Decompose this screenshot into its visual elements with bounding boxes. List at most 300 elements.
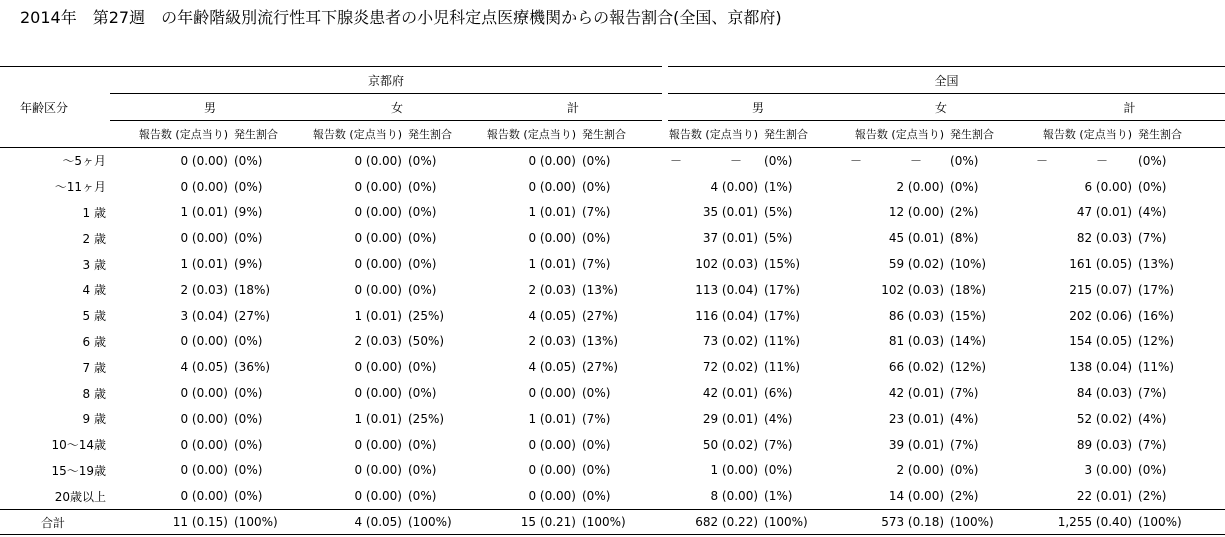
sub-header-per: (定点当り) xyxy=(175,128,228,141)
sub-header-count xyxy=(1034,121,1134,148)
count-cell xyxy=(848,406,946,432)
age-cell: ～5ヶ月 xyxy=(62,154,106,169)
count-value: 0 xyxy=(528,231,537,246)
count-cell xyxy=(110,251,230,277)
count-value: 0 xyxy=(354,463,363,478)
count-cell xyxy=(110,174,230,200)
age-cell: 5 歳 xyxy=(82,309,106,324)
count-cell xyxy=(848,200,946,226)
per-value: (0.00) xyxy=(365,153,402,168)
count-value: 2 xyxy=(180,282,189,297)
count-value: 0 xyxy=(528,386,537,401)
count-cell xyxy=(1034,354,1134,380)
sub-header-per: (定点当り) xyxy=(891,128,945,141)
count-value: 1 xyxy=(354,308,363,323)
report-table xyxy=(0,66,1225,535)
count-value: 0 xyxy=(528,153,537,168)
per-value: (0.01) xyxy=(907,411,945,426)
count-value: 89 xyxy=(1076,437,1093,452)
count-value: 1 xyxy=(180,257,189,272)
sub-header-ratio: 発生割合 xyxy=(404,121,484,148)
age-header: 年齢区分 xyxy=(0,67,110,148)
sex-header: 女 xyxy=(310,94,484,121)
table-row xyxy=(0,406,1225,432)
count-value: 102 xyxy=(881,282,905,297)
ratio-cell: (1%) xyxy=(764,489,793,504)
count-cell xyxy=(484,225,578,251)
count-cell xyxy=(110,277,230,303)
ratio-cell: (17%) xyxy=(764,282,801,297)
ratio-cell: (7%) xyxy=(950,386,979,401)
total-row xyxy=(0,510,1225,535)
count-cell xyxy=(848,380,946,406)
per-value: (0.01) xyxy=(907,231,945,246)
count-cell xyxy=(484,174,578,200)
count-value: 0 xyxy=(528,489,537,504)
ratio-cell: (7%) xyxy=(1138,437,1167,452)
count-value: 202 xyxy=(1069,308,1093,323)
count-cell xyxy=(1034,380,1134,406)
count-cell xyxy=(1034,225,1134,251)
per-value: － xyxy=(1096,154,1109,169)
per-value: (0.00) xyxy=(191,489,228,504)
ratio-cell: (0%) xyxy=(582,489,611,504)
sub-header-per: (定点当り) xyxy=(523,128,576,141)
count-value: 59 xyxy=(888,257,905,272)
ratio-cell: (4%) xyxy=(950,411,979,426)
count-cell xyxy=(310,329,404,355)
sub-header-count xyxy=(848,121,946,148)
table-row xyxy=(0,200,1225,226)
per-value: (0.05) xyxy=(1095,334,1133,349)
per-value: (0.00) xyxy=(365,463,402,478)
count-value: 11 xyxy=(172,515,189,530)
per-value: (0.00) xyxy=(191,411,228,426)
count-cell xyxy=(668,277,760,303)
ratio-cell: (0%) xyxy=(582,437,611,452)
count-cell xyxy=(310,510,404,535)
ratio-cell: (0%) xyxy=(950,463,979,478)
per-value: (0.03) xyxy=(907,282,945,297)
ratio-cell: (100%) xyxy=(946,510,1034,535)
count-value: 12 xyxy=(888,205,905,220)
ratio-cell: (9%) xyxy=(234,257,263,272)
ratio-cell: (11%) xyxy=(764,334,801,349)
ratio-cell: (0%) xyxy=(408,489,437,504)
ratio-cell: (0%) xyxy=(408,360,437,375)
count-value: 0 xyxy=(528,179,537,194)
count-cell xyxy=(1034,329,1134,355)
age-cell: 7 歳 xyxy=(82,360,106,375)
count-value: 0 xyxy=(180,489,189,504)
per-value: (0.18) xyxy=(907,515,945,530)
count-cell xyxy=(1034,277,1134,303)
count-value: 4 xyxy=(710,179,719,194)
count-cell xyxy=(1034,251,1134,277)
sub-header-count xyxy=(310,121,404,148)
ratio-cell: (100%) xyxy=(404,510,484,535)
count-value: － xyxy=(850,154,863,169)
count-cell xyxy=(848,354,946,380)
per-value: (0.02) xyxy=(907,360,945,375)
count-value: 4 xyxy=(528,360,537,375)
count-value: 6 xyxy=(1084,179,1093,194)
count-cell xyxy=(848,510,946,535)
count-value: 82 xyxy=(1076,231,1093,246)
ratio-cell: (0%) xyxy=(1138,179,1167,194)
region-header-kyoto: 京都府 xyxy=(110,67,662,94)
per-value: (0.00) xyxy=(1095,463,1133,478)
ratio-cell: (9%) xyxy=(234,205,263,220)
ratio-cell: (16%) xyxy=(1138,308,1175,323)
ratio-cell: (0%) xyxy=(234,489,263,504)
count-cell xyxy=(1034,200,1134,226)
ratio-cell: (0%) xyxy=(1138,463,1167,478)
per-value: (0.03) xyxy=(539,334,576,349)
per-value: (0.00) xyxy=(191,153,228,168)
per-value: (0.00) xyxy=(721,463,759,478)
ratio-cell: (4%) xyxy=(764,411,793,426)
count-cell xyxy=(484,251,578,277)
sub-header-report: 報告数 xyxy=(668,128,702,141)
count-value: 35 xyxy=(702,205,719,220)
count-value: 116 xyxy=(695,308,719,323)
per-value: (0.21) xyxy=(539,515,576,530)
ratio-cell: (0%) xyxy=(234,463,263,478)
per-value: (0.04) xyxy=(721,308,759,323)
ratio-cell: (13%) xyxy=(1138,257,1175,272)
per-value: (0.01) xyxy=(907,437,945,452)
count-value: 4 xyxy=(528,308,537,323)
ratio-cell: (7%) xyxy=(950,437,979,452)
sub-header-per: (定点当り) xyxy=(705,128,759,141)
count-cell xyxy=(668,432,760,458)
count-value: 29 xyxy=(702,411,719,426)
sub-header-report: 報告数 xyxy=(312,128,346,141)
ratio-cell: (50%) xyxy=(408,334,445,349)
count-cell xyxy=(668,251,760,277)
count-value: － xyxy=(670,154,683,169)
count-cell xyxy=(848,303,946,329)
count-cell xyxy=(848,432,946,458)
count-value: 1 xyxy=(354,411,363,426)
count-value: 1 xyxy=(710,463,719,478)
count-cell xyxy=(110,432,230,458)
per-value: (0.06) xyxy=(1095,308,1133,323)
per-value: (0.01) xyxy=(191,257,228,272)
count-cell xyxy=(668,380,760,406)
count-cell xyxy=(848,225,946,251)
count-value: 0 xyxy=(180,463,189,478)
count-value: 1 xyxy=(528,257,537,272)
count-cell xyxy=(110,483,230,509)
ratio-cell: (0%) xyxy=(234,437,263,452)
count-value: 1 xyxy=(180,205,189,220)
ratio-cell: (5%) xyxy=(764,231,793,246)
ratio-cell: (0%) xyxy=(234,334,263,349)
ratio-cell: (7%) xyxy=(582,205,611,220)
ratio-cell: (18%) xyxy=(950,282,987,297)
ratio-cell: (0%) xyxy=(408,179,437,194)
count-value: 8 xyxy=(710,489,719,504)
ratio-cell: (0%) xyxy=(764,463,793,478)
per-value: (0.40) xyxy=(1095,515,1133,530)
count-value: 0 xyxy=(354,282,363,297)
count-cell xyxy=(848,329,946,355)
count-cell xyxy=(110,225,230,251)
table-row xyxy=(0,251,1225,277)
table-row xyxy=(0,148,1225,174)
count-cell xyxy=(484,303,578,329)
count-cell xyxy=(484,277,578,303)
sub-header-ratio: 発生割合 xyxy=(1134,121,1225,148)
count-cell xyxy=(848,277,946,303)
count-value: 0 xyxy=(354,386,363,401)
count-value: 4 xyxy=(180,360,189,375)
count-cell xyxy=(310,148,404,174)
age-cell: ～11ヶ月 xyxy=(54,180,106,195)
count-value: 0 xyxy=(354,360,363,375)
count-cell xyxy=(668,406,760,432)
per-value: (0.03) xyxy=(191,282,228,297)
count-cell xyxy=(310,432,404,458)
age-cell: 9 歳 xyxy=(82,412,106,427)
ratio-cell: (0%) xyxy=(408,463,437,478)
count-value: 39 xyxy=(888,437,905,452)
per-value: (0.15) xyxy=(191,515,228,530)
count-cell xyxy=(1034,174,1134,200)
ratio-cell: (13%) xyxy=(582,334,619,349)
ratio-cell: (25%) xyxy=(408,308,445,323)
per-value: (0.00) xyxy=(365,360,402,375)
per-value: (0.00) xyxy=(907,489,945,504)
per-value: (0.00) xyxy=(365,282,402,297)
per-value: (0.00) xyxy=(1095,179,1133,194)
per-value: (0.02) xyxy=(721,334,759,349)
sex-header: 計 xyxy=(484,94,662,121)
per-value: (0.00) xyxy=(365,489,402,504)
ratio-cell: (17%) xyxy=(1138,282,1175,297)
per-value: (0.00) xyxy=(191,231,228,246)
per-value: (0.01) xyxy=(721,205,759,220)
per-value: (0.01) xyxy=(191,205,228,220)
count-cell xyxy=(110,406,230,432)
per-value: (0.03) xyxy=(539,282,576,297)
ratio-cell: (4%) xyxy=(1138,411,1167,426)
per-value: (0.00) xyxy=(191,463,228,478)
ratio-cell: (2%) xyxy=(950,489,979,504)
table-row xyxy=(0,303,1225,329)
per-value: (0.00) xyxy=(539,231,576,246)
ratio-cell: (4%) xyxy=(1138,205,1167,220)
table-row xyxy=(0,277,1225,303)
ratio-cell: (0%) xyxy=(582,179,611,194)
count-value: 0 xyxy=(354,179,363,194)
count-cell xyxy=(668,329,760,355)
table-row xyxy=(0,458,1225,484)
sex-header: 女 xyxy=(848,94,1034,121)
count-cell xyxy=(310,354,404,380)
per-value: (0.00) xyxy=(365,231,402,246)
count-value: 0 xyxy=(354,257,363,272)
age-cell: 4 歳 xyxy=(82,283,106,298)
sub-header-ratio: 発生割合 xyxy=(578,121,662,148)
sub-header-per: (定点当り) xyxy=(349,128,402,141)
ratio-cell: (25%) xyxy=(408,411,445,426)
count-cell xyxy=(484,458,578,484)
ratio-cell: (100%) xyxy=(760,510,848,535)
count-value: 84 xyxy=(1076,386,1093,401)
count-value: 0 xyxy=(180,437,189,452)
count-value: 23 xyxy=(888,411,905,426)
sub-header-report: 報告数 xyxy=(138,128,172,141)
sub-header-count xyxy=(668,121,760,148)
count-cell xyxy=(310,200,404,226)
age-cell: 2 歳 xyxy=(82,231,106,246)
count-value: 50 xyxy=(702,437,719,452)
count-value: 0 xyxy=(354,153,363,168)
per-value: (0.05) xyxy=(539,360,576,375)
count-value: 3 xyxy=(1084,463,1093,478)
per-value: (0.01) xyxy=(1095,489,1133,504)
count-cell xyxy=(1034,406,1134,432)
count-cell xyxy=(484,380,578,406)
count-cell xyxy=(1034,148,1134,174)
count-cell xyxy=(310,458,404,484)
ratio-cell: (100%) xyxy=(1134,510,1225,535)
count-value: 42 xyxy=(888,386,905,401)
count-cell xyxy=(110,458,230,484)
ratio-cell: (7%) xyxy=(582,411,611,426)
ratio-cell: (0%) xyxy=(408,437,437,452)
sub-header-report: 報告数 xyxy=(1042,128,1076,141)
count-value: 102 xyxy=(695,257,719,272)
ratio-cell: (14%) xyxy=(950,334,987,349)
sex-header: 男 xyxy=(668,94,848,121)
per-value: (0.00) xyxy=(191,437,228,452)
per-value: (0.05) xyxy=(365,515,402,530)
count-cell xyxy=(668,174,760,200)
ratio-cell: (15%) xyxy=(950,308,987,323)
per-value: (0.03) xyxy=(1095,437,1133,452)
age-cell: 3 歳 xyxy=(82,257,106,272)
count-value: 47 xyxy=(1076,205,1093,220)
count-cell xyxy=(668,148,760,174)
count-cell xyxy=(1034,458,1134,484)
count-cell xyxy=(484,510,578,535)
count-cell xyxy=(848,174,946,200)
per-value: (0.01) xyxy=(907,386,945,401)
count-cell xyxy=(310,174,404,200)
count-value: 42 xyxy=(702,386,719,401)
sex-header: 男 xyxy=(110,94,310,121)
per-value: (0.02) xyxy=(1095,411,1133,426)
age-cell: 6 歳 xyxy=(82,334,106,349)
per-value: － xyxy=(730,154,743,169)
count-cell xyxy=(668,303,760,329)
ratio-cell: (0%) xyxy=(1138,153,1167,168)
count-value: 1 xyxy=(528,205,537,220)
age-cell: 15～19歳 xyxy=(51,463,106,478)
sub-header-count xyxy=(110,121,230,148)
table-row xyxy=(0,174,1225,200)
age-cell: 8 歳 xyxy=(82,386,106,401)
count-cell xyxy=(484,483,578,509)
per-value: (0.00) xyxy=(539,463,576,478)
ratio-cell: (0%) xyxy=(408,205,437,220)
per-value: － xyxy=(910,154,923,169)
count-cell xyxy=(110,200,230,226)
count-cell xyxy=(848,458,946,484)
ratio-cell: (0%) xyxy=(408,153,437,168)
count-cell xyxy=(110,148,230,174)
table-row xyxy=(0,432,1225,458)
per-value: (0.04) xyxy=(721,282,759,297)
per-value: (0.00) xyxy=(539,386,576,401)
count-value: 0 xyxy=(354,437,363,452)
count-cell xyxy=(110,303,230,329)
per-value: (0.00) xyxy=(539,437,576,452)
ratio-cell: (13%) xyxy=(582,282,619,297)
count-value: 215 xyxy=(1069,282,1093,297)
table-row xyxy=(0,354,1225,380)
per-value: (0.01) xyxy=(721,411,759,426)
per-value: (0.00) xyxy=(365,179,402,194)
ratio-cell: (0%) xyxy=(950,179,979,194)
per-value: (0.05) xyxy=(1095,257,1133,272)
sub-header-report: 報告数 xyxy=(486,128,520,141)
age-cell: 10～14歳 xyxy=(51,438,106,453)
count-value: 154 xyxy=(1069,334,1093,349)
count-value: 0 xyxy=(354,231,363,246)
count-value: 0 xyxy=(180,386,189,401)
count-cell xyxy=(310,406,404,432)
ratio-cell: (0%) xyxy=(234,231,263,246)
per-value: (0.00) xyxy=(365,205,402,220)
table-row xyxy=(0,380,1225,406)
per-value: (0.01) xyxy=(1095,205,1133,220)
count-value: 52 xyxy=(1076,411,1093,426)
count-cell xyxy=(484,354,578,380)
count-value: 22 xyxy=(1076,489,1093,504)
ratio-cell: (17%) xyxy=(764,308,801,323)
ratio-cell: (27%) xyxy=(582,308,619,323)
count-cell xyxy=(668,458,760,484)
count-value: 2 xyxy=(528,334,537,349)
count-cell xyxy=(484,406,578,432)
per-value: (0.03) xyxy=(1095,386,1133,401)
per-value: (0.03) xyxy=(907,334,945,349)
per-value: (0.00) xyxy=(191,179,228,194)
ratio-cell: (2%) xyxy=(1138,489,1167,504)
count-cell xyxy=(310,483,404,509)
ratio-cell: (100%) xyxy=(578,510,662,535)
per-value: (0.07) xyxy=(1095,282,1133,297)
age-cell: 合計 xyxy=(0,510,110,535)
per-value: (0.01) xyxy=(365,411,402,426)
per-value: (0.05) xyxy=(191,360,228,375)
per-value: (0.00) xyxy=(907,463,945,478)
count-value: 2 xyxy=(896,179,905,194)
count-cell xyxy=(110,380,230,406)
ratio-cell: (0%) xyxy=(582,463,611,478)
count-value: 73 xyxy=(702,334,719,349)
count-value: 15 xyxy=(520,515,537,530)
per-value: (0.03) xyxy=(365,334,402,349)
ratio-cell: (7%) xyxy=(1138,231,1167,246)
count-cell xyxy=(110,329,230,355)
count-cell xyxy=(310,303,404,329)
